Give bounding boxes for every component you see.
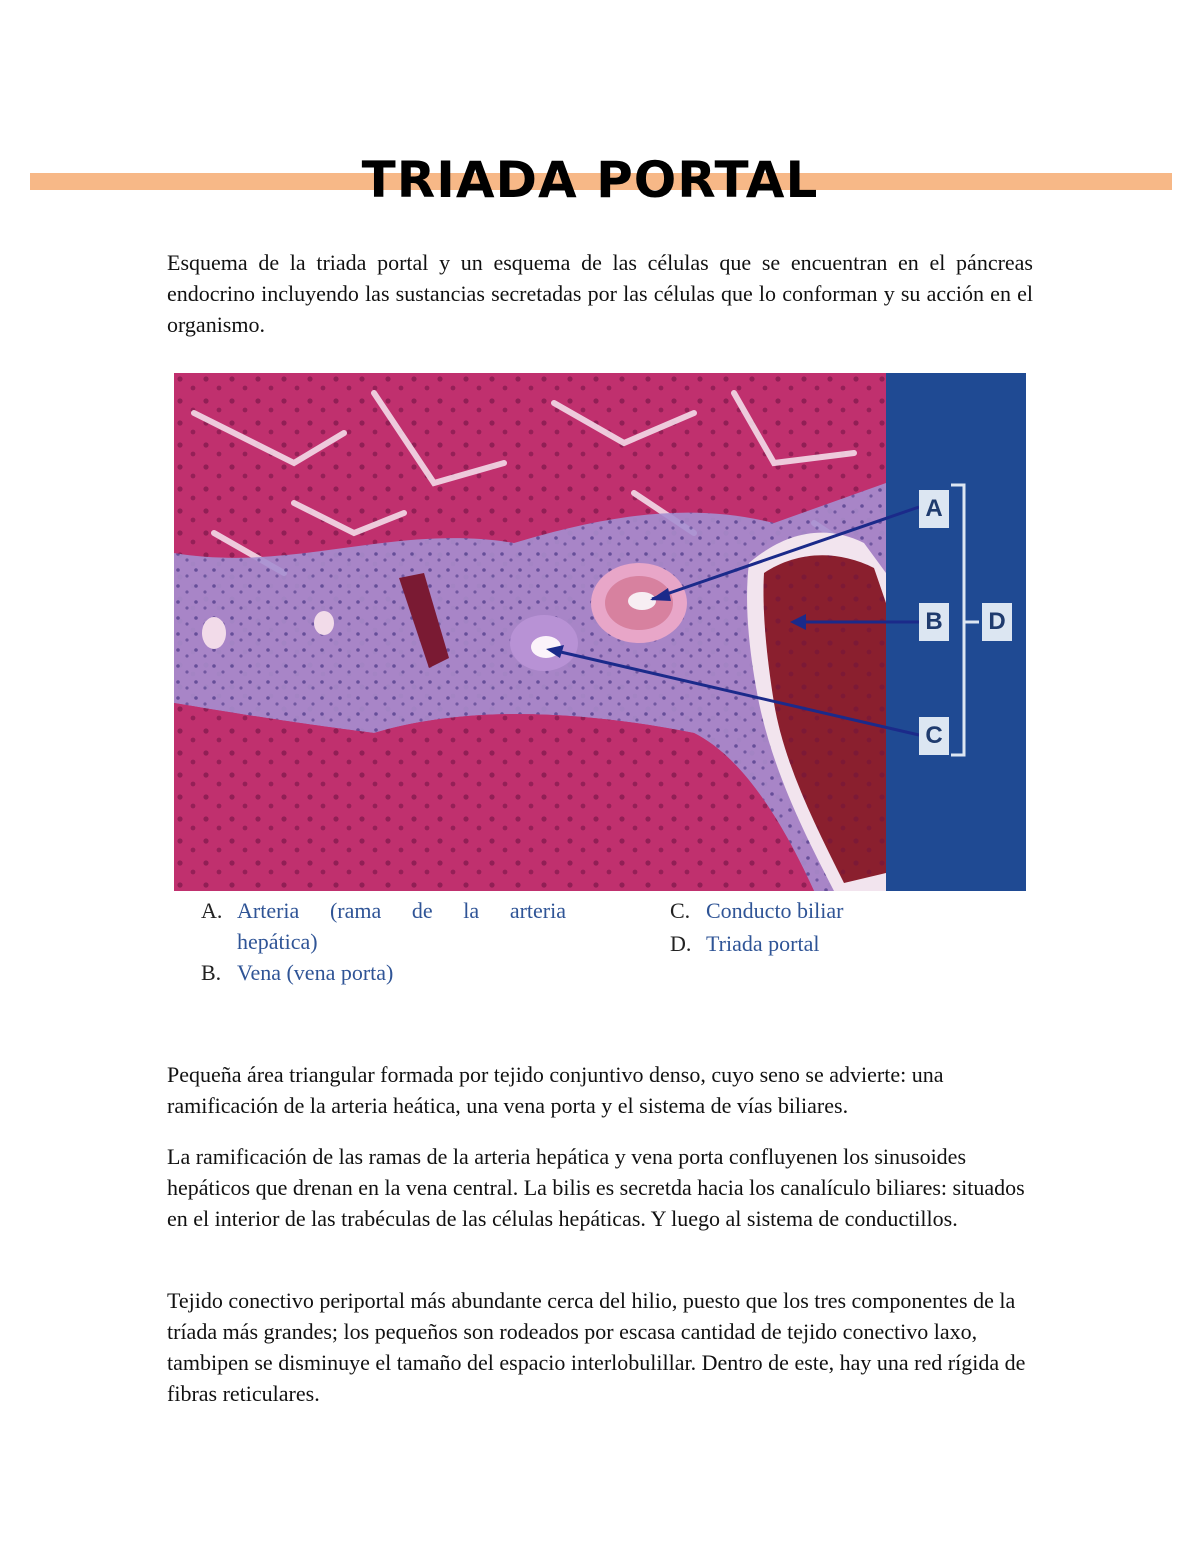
legend-a-word: arteria (509, 898, 566, 923)
legend-a-line2: hepática) (237, 929, 318, 954)
intro-paragraph: Esquema de la triada portal y un esquema de las células que se encuentran en el páncreas endocrino incluyendo las sustancias secretadas por las células que lo conforman y su acción en el organismo. (167, 250, 1033, 337)
legend-a-word: Arteria (237, 898, 300, 923)
legend-right-column (670, 895, 930, 959)
legend-left-column (201, 895, 566, 988)
legend-item-b (201, 957, 566, 988)
legend-text (237, 895, 566, 957)
legend-a-word: (rama (329, 898, 382, 923)
legend-marker: C. (670, 898, 691, 923)
body-paragraph-1: Pequeña área triangular formada por tejido conjuntivo denso, cuyo seno se advierte: una ramificación de la arteria heática, una vena porta y el sistema de vías biliares. (167, 1062, 944, 1118)
legend-item-d (670, 928, 930, 959)
legend-a-word: la (463, 898, 480, 923)
body-paragraph-2: La ramificación de las ramas de la arteria hepática y vena porta confluyenen los sinusoides hepáticos que drenan en la vena central. La bilis es secretda hacia los canalículo biliares: situados en el interior de las trabéculas de las células hepáticas. Y luego al sistema de conductillos. (167, 1144, 1025, 1231)
legend-marker: D. (670, 931, 692, 956)
label-a-box: A (919, 490, 949, 528)
label-b-box: B (919, 603, 949, 641)
legend-a-word: de (411, 898, 433, 923)
legend-item-c (670, 895, 930, 926)
page-title: TRIADA PORTAL (361, 151, 819, 209)
label-d-box: D (982, 603, 1012, 641)
body-paragraph-3: Tejido conectivo periportal más abundante cerca del hilio, puesto que los tres componentes de la tríada más grandes; los pequeños son rodeados por escasa cantidad de tejido conectivo laxo, tambipen se disminuye el tamaño del espacio interlobulillar. Dentro de este, hay una red rígida de fibras reticulares. (167, 1288, 1026, 1406)
legend-item-a (201, 895, 566, 957)
portal-triad-figure (174, 373, 1026, 891)
legend-marker: A. (201, 898, 223, 923)
histology-micrograph (174, 373, 886, 891)
label-c-box: C (919, 717, 949, 755)
legend-a-line1 (237, 895, 566, 926)
legend-text: Triada portal (706, 931, 820, 956)
legend-text: Conducto biliar (706, 898, 844, 923)
legend-text: Vena (vena porta) (237, 960, 394, 985)
legend-marker: B. (201, 960, 222, 985)
